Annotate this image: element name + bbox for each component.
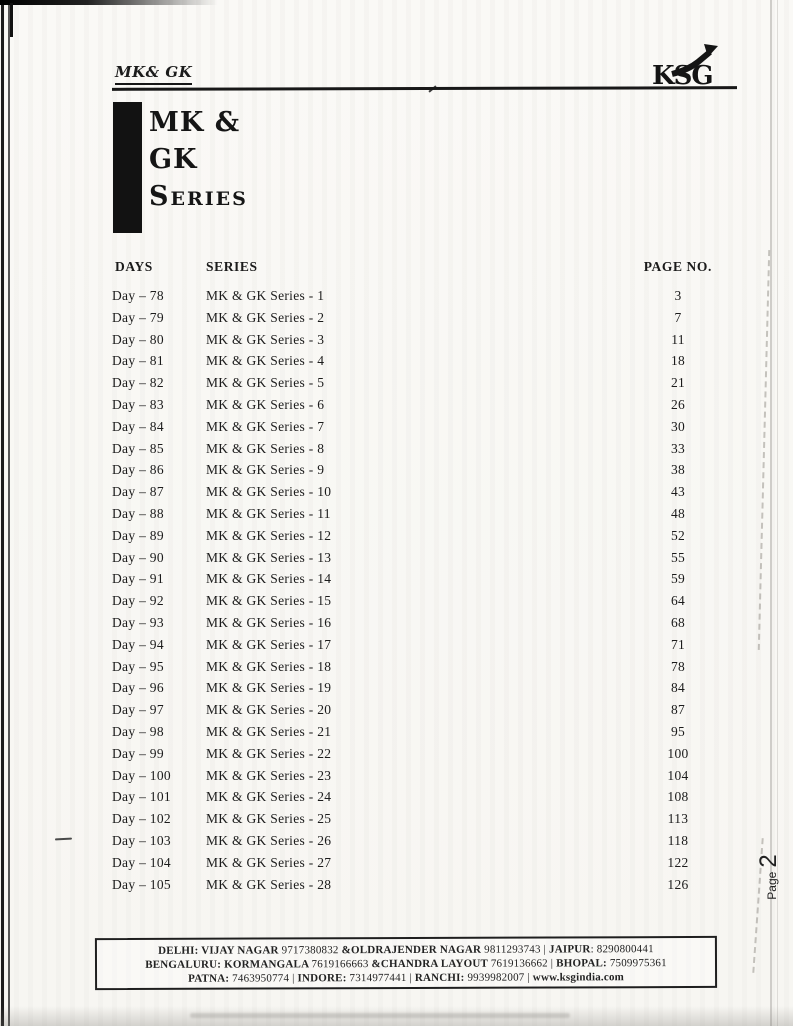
table-row: [0, 397, 793, 419]
page-title-line3: Series: [149, 181, 248, 212]
series-cell: MK & GK Series - 28: [206, 876, 332, 892]
series-cell: MK & GK Series - 23: [206, 767, 332, 783]
contact-footer-segment: 7619136662 |: [490, 957, 557, 970]
day-cell: Day – 97: [112, 702, 164, 718]
series-cell: MK & GK Series - 8: [206, 440, 325, 456]
contact-footer-segment: RANCHI:: [414, 971, 465, 984]
toc-header-page-no: PAGE NO.: [643, 259, 712, 274]
page-number-cell: 64: [670, 593, 686, 609]
series-cell: MK & GK Series - 21: [206, 723, 332, 739]
day-cell: Day – 81: [112, 353, 164, 369]
series-cell: MK & GK Series - 24: [206, 789, 332, 805]
day-cell: Day – 104: [112, 854, 171, 870]
day-cell: Day – 102: [112, 811, 171, 827]
table-row: [0, 637, 793, 659]
contact-footer-segment: 7509975361: [606, 957, 667, 970]
page-number-cell: 100: [667, 745, 689, 761]
series-cell: MK & GK Series - 25: [206, 811, 332, 827]
page-number-cell: 18: [670, 353, 686, 369]
scan-bottom-smudge: [190, 1013, 570, 1018]
series-cell: MK & GK Series - 1: [206, 288, 325, 303]
series-cell: MK & GK Series - 27: [206, 854, 332, 870]
contact-footer-segment: www.ksgindia.com: [532, 971, 625, 984]
series-cell: MK & GK Series - 18: [206, 658, 332, 674]
page-number-cell: 38: [670, 462, 686, 478]
ksg-logo: [650, 44, 730, 90]
page-number-cell: 113: [667, 811, 689, 827]
day-cell: Day – 98: [112, 723, 164, 739]
series-cell: MK & GK Series - 4: [206, 353, 325, 369]
contact-footer-segment: &CHANDRA LAYOUT: [371, 957, 491, 971]
day-cell: Day – 82: [112, 375, 164, 391]
table-row: [0, 615, 793, 637]
running-header: MK& GK: [115, 63, 192, 85]
contact-footer-segment: 9939982007 |: [464, 971, 533, 984]
contact-footer-line: [97, 970, 715, 986]
day-cell: Day – 96: [112, 680, 164, 696]
table-row: [0, 659, 793, 681]
day-cell: Day – 89: [112, 527, 164, 543]
table-row: [0, 855, 793, 877]
page-number-cell: 3: [674, 288, 682, 303]
contact-footer-segment: 9811293743 |: [484, 943, 550, 956]
day-cell: Day – 84: [112, 418, 164, 434]
day-cell: Day – 99: [112, 745, 164, 761]
page-number-cell: 122: [667, 854, 689, 870]
contact-footer-segment: BHOPAL:: [556, 957, 607, 970]
series-cell: MK & GK Series - 17: [206, 636, 332, 652]
series-cell: MK & GK Series - 3: [206, 331, 325, 347]
page-number-cell: 7: [674, 309, 682, 325]
series-cell: MK & GK Series - 2: [206, 309, 325, 325]
page-marker-number: 2: [755, 854, 782, 868]
page-marker: [710, 842, 780, 912]
page-number-cell: 108: [667, 789, 689, 805]
series-cell: MK & GK Series - 7: [206, 418, 325, 434]
table-row: [0, 419, 793, 441]
table-row: [0, 288, 793, 310]
day-cell: Day – 92: [112, 593, 164, 609]
contact-footer: [95, 936, 717, 990]
toc-header-series: SERIES: [206, 259, 258, 274]
table-row: [0, 353, 793, 375]
day-cell: Day – 78: [112, 288, 164, 303]
page-number-cell: 84: [670, 680, 686, 696]
page-title-line1: MK &: [149, 107, 241, 138]
day-cell: Day – 101: [112, 789, 171, 805]
series-cell: MK & GK Series - 9: [206, 462, 325, 478]
page-number-cell: 59: [670, 571, 686, 587]
contact-footer-segment: &OLDRAJENDER NAGAR: [341, 943, 485, 957]
table-row: [0, 789, 793, 811]
series-cell: MK & GK Series - 10: [206, 484, 332, 500]
series-cell: MK & GK Series - 19: [206, 680, 332, 696]
table-row: [0, 593, 793, 615]
contact-footer-segment: 9717380832: [281, 944, 342, 957]
page-number-cell: 11: [671, 331, 685, 347]
day-cell: Day – 90: [112, 549, 164, 565]
day-cell: Day – 91: [112, 571, 164, 587]
page-marker-label: Page: [765, 871, 779, 900]
day-cell: Day – 83: [112, 396, 164, 412]
toc-body: [0, 288, 793, 898]
page-number-cell: 87: [670, 702, 686, 718]
contact-footer-segment: 7619166663: [311, 958, 372, 971]
table-row: [0, 768, 793, 790]
contact-footer-segment: 7314977441 |: [346, 971, 415, 985]
table-row: [0, 484, 793, 506]
page-number-cell: 30: [670, 418, 686, 434]
contact-footer-segment: 7463950774 |: [229, 972, 298, 985]
page-title: [149, 104, 248, 215]
table-row: [0, 811, 793, 833]
series-cell: MK & GK Series - 20: [206, 702, 332, 718]
series-cell: MK & GK Series - 6: [206, 396, 325, 412]
page-number-cell: 33: [670, 440, 686, 456]
page-number-cell: 26: [670, 396, 686, 412]
scan-edge-corner: [10, 3, 13, 37]
page-number-cell: 71: [670, 636, 686, 652]
day-cell: Day – 105: [112, 876, 171, 892]
day-cell: Day – 80: [112, 331, 164, 347]
page-number-cell: 43: [670, 484, 686, 500]
page-title-line2: GK: [149, 144, 198, 175]
table-row: [0, 877, 793, 899]
contact-footer-segment: BENGALURU: KORMANGALA: [145, 958, 312, 971]
series-cell: MK & GK Series - 12: [206, 527, 332, 543]
series-cell: MK & GK Series - 13: [206, 549, 332, 565]
table-row: [0, 332, 793, 354]
contact-footer-segment: : 8290800441: [590, 943, 654, 956]
table-row: [0, 462, 793, 484]
page-number-cell: 118: [667, 832, 689, 848]
day-cell: Day – 95: [112, 658, 164, 674]
table-row: [0, 310, 793, 332]
contact-footer-segment: DELHI: VIJAY NAGAR: [158, 944, 282, 957]
scan-edge-top: [0, 0, 218, 5]
table-row: [0, 702, 793, 724]
series-cell: MK & GK Series - 26: [206, 832, 332, 848]
contact-footer-segment: PATNA:: [188, 972, 230, 985]
series-cell: MK & GK Series - 5: [206, 375, 325, 391]
series-cell: MK & GK Series - 11: [206, 505, 331, 521]
table-row: [0, 550, 793, 572]
day-cell: Day – 88: [112, 505, 164, 521]
series-cell: MK & GK Series - 14: [206, 571, 332, 587]
page-number-cell: 78: [670, 658, 686, 674]
table-row: [0, 680, 793, 702]
day-cell: Day – 93: [112, 614, 164, 630]
table-row: [0, 506, 793, 528]
page-number-cell: 48: [670, 505, 686, 521]
ksg-logo-icon: [650, 44, 730, 90]
table-row: [0, 833, 793, 855]
series-cell: MK & GK Series - 16: [206, 614, 332, 630]
day-cell: Day – 85: [112, 440, 164, 456]
page-number-cell: 21: [670, 375, 686, 391]
table-row: [0, 571, 793, 593]
contact-footer-segment: INDORE:: [297, 972, 347, 985]
series-cell: MK & GK Series - 15: [206, 593, 332, 609]
table-row: [0, 441, 793, 463]
day-cell: Day – 100: [112, 767, 171, 783]
svg-text:KSG: KSG: [652, 61, 713, 90]
contact-footer-segment: JAIPUR: [548, 943, 591, 956]
day-cell: Day – 79: [112, 309, 164, 325]
page-number-cell: 126: [667, 876, 689, 892]
header-rule: [112, 86, 737, 91]
table-row: [0, 375, 793, 397]
toc-header-days: DAYS: [115, 259, 153, 274]
table-row: [0, 724, 793, 746]
page-number-cell: 95: [670, 723, 686, 739]
page-number-cell: 55: [670, 549, 686, 565]
day-cell: Day – 94: [112, 636, 164, 652]
day-cell: Day – 86: [112, 462, 164, 478]
day-cell: Day – 87: [112, 484, 164, 500]
series-cell: MK & GK Series - 22: [206, 745, 332, 761]
day-cell: Day – 103: [112, 832, 171, 848]
table-row: [0, 746, 793, 768]
title-accent-bar: [113, 102, 142, 233]
page-number-cell: 68: [670, 614, 686, 630]
table-row: [0, 528, 793, 550]
page-number-cell: 52: [670, 527, 686, 543]
page-number-cell: 104: [667, 767, 689, 783]
